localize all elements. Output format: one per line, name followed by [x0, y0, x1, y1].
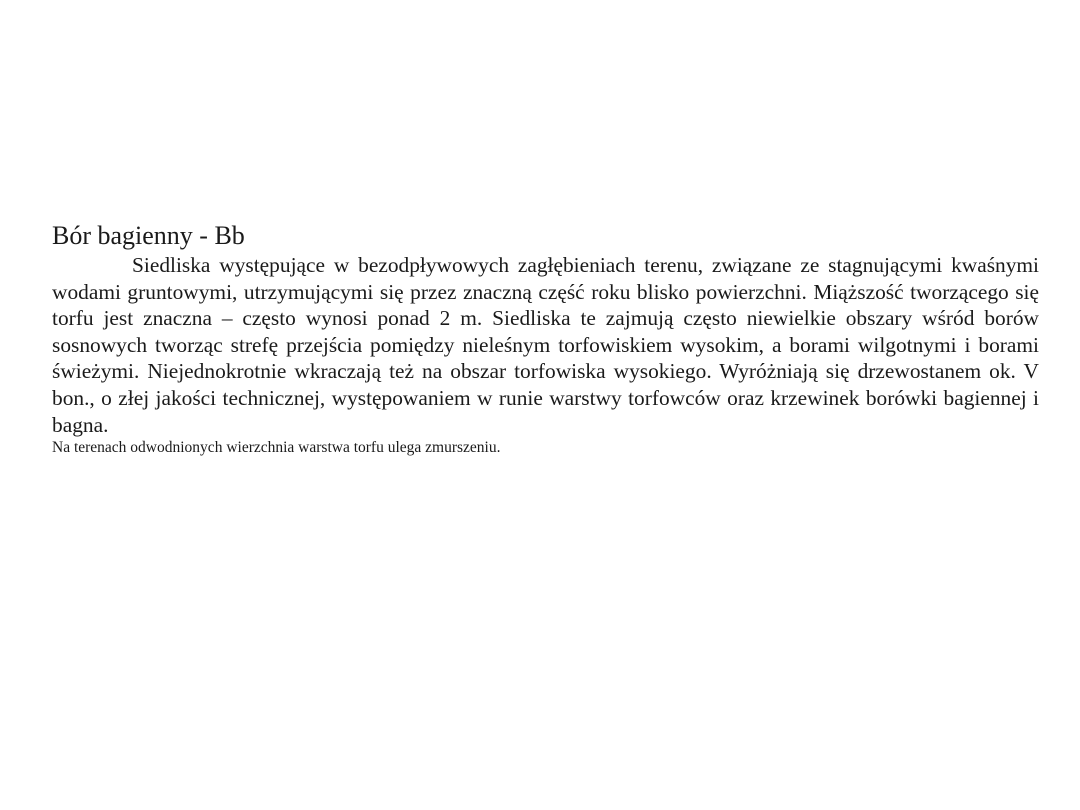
page-title: Bór bagienny - Bb: [52, 221, 245, 250]
description-paragraph: Siedliska występujące w bezodpływowych zagłębieniach terenu, związane ze stagnującymi kwaśnymi wodami gruntowymi, utrzymującymi się przez znaczną część roku blisko powierzchni. Miąższość tworzącego się torfu jest znaczna – często wynosi ponad 2 m. Siedliska te zajmują często niewielkie obszary wśród borów sosnowych tworząc strefę przejścia pomiędzy nieleśnym torfowiskiem wysokim, a borami wilgotnymi i borami świeżymi. Niejednokrotnie wkraczają też na obszar torfowiska wysokiego. Wyróżniają się drzewostanem ok. V bon., o złej jakości technicznej, występowaniem w runie warstwy torfowców oraz krzewinek borówki bagiennej i bagna.: [52, 253, 1039, 437]
footnote: Na terenach odwodnionych wierzchnia warstwa torfu ulega zmurszeniu.: [52, 439, 501, 457]
document-page: [52, 220, 1039, 458]
